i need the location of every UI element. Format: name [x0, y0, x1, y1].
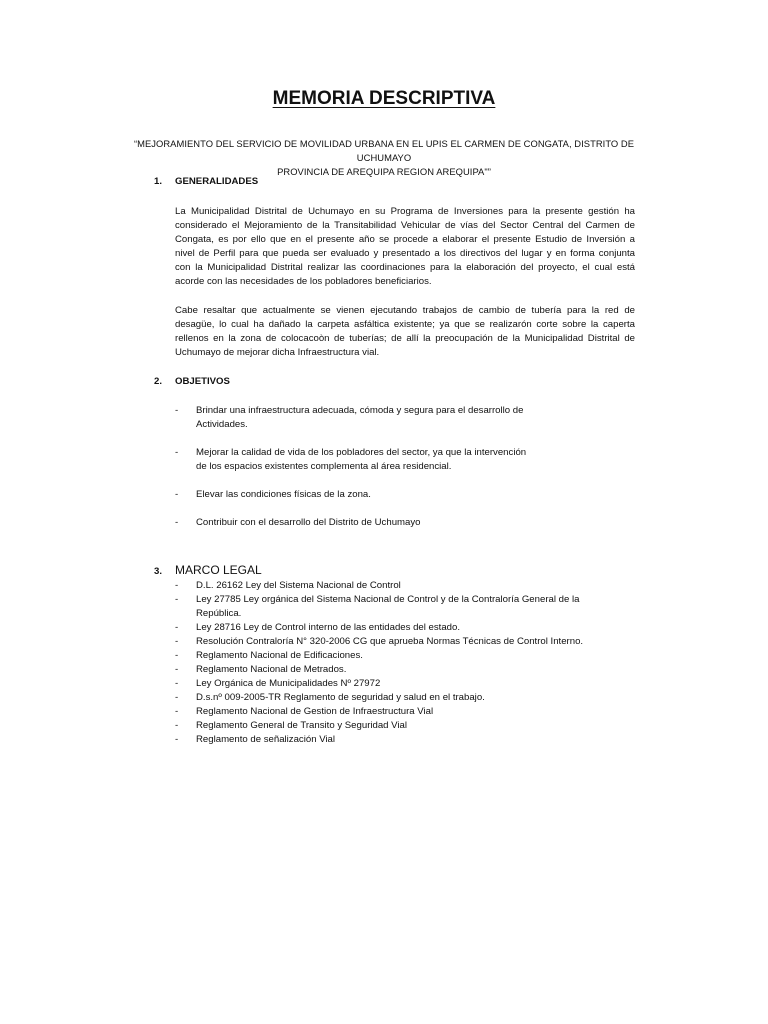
list-item-line: República.: [196, 608, 242, 619]
section-label: GENERALIDADES: [175, 176, 259, 187]
list-item: [175, 446, 526, 474]
paragraph-line: La Municipalidad Distrital de Uchumayo en su Programa de Inversiones para la presente gestión ha: [175, 206, 635, 217]
page-title: MEMORIA DESCRIPTIVA: [272, 88, 496, 109]
bullet-dash: -: [175, 489, 179, 500]
list-item: [175, 691, 583, 705]
list-item-line: Mejorar la calidad de vida de los pobladores del sector, ya que la intervención: [196, 447, 527, 458]
list-item-line: Contribuir con el desarrollo del Distrito de Uchumayo: [196, 517, 421, 528]
section-heading-generalidades: [154, 176, 258, 187]
list-item: [175, 404, 526, 432]
section-heading-marco-legal: [154, 563, 262, 577]
paragraph-line: Cabe resaltar que actualmente se vienen ejecutando trabajos de cambio de tubería para la red de: [175, 305, 635, 316]
objetivos-list: [175, 404, 526, 544]
paragraph-line: Congata, es por ello que en el presente año se procede a elaborar el presente Estudio de Inversión a: [175, 234, 635, 245]
generalidades-paragraph-2: [175, 304, 635, 360]
list-item-line: Reglamento Nacional de Edificaciones.: [196, 650, 363, 661]
bullet-dash: -: [175, 706, 179, 717]
section-number: 1.: [154, 176, 163, 187]
list-item-line: Ley Orgánica de Municipalidades Nº 27972: [196, 678, 381, 689]
list-item-line: Resolución Contraloría N° 320-2006 CG que aprueba Normas Técnicas de Control Interno.: [196, 636, 584, 647]
list-item-line: Ley 28716 Ley de Control interno de las entidades del estado.: [196, 622, 461, 633]
paragraph-line: acorde con las necesidades de los pobladores beneficiarios.: [175, 276, 432, 287]
list-item: [175, 593, 583, 621]
list-item: [175, 705, 583, 719]
subtitle-line-2: PROVINCIA DE AREQUIPA REGION AREQUIPA"”: [277, 166, 491, 177]
bullet-dash: -: [175, 447, 179, 458]
paragraph-line: rellenos en la zona de colocacoòn de tuberías; de allí la preocupación de la Municipalidad Distrital de: [175, 333, 635, 344]
list-item-line: Actividades.: [196, 419, 248, 430]
bullet-dash: -: [175, 580, 179, 591]
bullet-dash: -: [175, 720, 179, 731]
list-item: [175, 733, 583, 747]
list-item: [175, 677, 583, 691]
paragraph-line: Uchumayo de mejorar dicha Infraestructura vial.: [175, 347, 380, 358]
list-item-line: de los espacios existentes complementa al área residencial.: [196, 461, 452, 472]
section-number: 2.: [154, 376, 163, 387]
bullet-dash: -: [175, 405, 179, 416]
list-item: [175, 579, 583, 593]
paragraph-line: desagüe, lo cual ha dañado la carpeta asfáltica existente; ya que se realizarón corte sobre la caperta: [175, 319, 635, 330]
paragraph-line: considerado el Mejoramiento de la Transitabilidad Vehicular de vías del Sector Central del Carmen de: [175, 220, 635, 231]
subtitle-line-1: “MEJORAMIENTO DEL SERVICIO DE MOVILIDAD URBANA EN EL UPIS EL CARMEN DE CONGATA, DISTRITO DE UCHUMAYO: [133, 138, 635, 163]
bullet-dash: -: [175, 678, 179, 689]
bullet-dash: -: [175, 636, 179, 647]
bullet-dash: -: [175, 664, 179, 675]
section-number: 3.: [154, 566, 163, 577]
list-item-line: Brindar una infraestructura adecuada, cómoda y segura para el desarrollo de: [196, 405, 524, 416]
list-item: [175, 516, 526, 530]
bullet-dash: -: [175, 734, 179, 745]
paragraph-line: nivel de Perfil para que pueda ser evaluado y presentado a los directivos del lugar y en forma conjunta: [175, 248, 635, 259]
list-item: [175, 663, 583, 677]
list-item-line: Elevar las condiciones físicas de la zona.: [196, 489, 371, 500]
list-item-line: D.L. 26162 Ley del Sistema Nacional de Control: [196, 580, 401, 591]
list-item-line: Reglamento Nacional de Metrados.: [196, 664, 347, 675]
list-item: [175, 635, 583, 649]
section-label: OBJETIVOS: [175, 376, 230, 387]
list-item-line: Reglamento Nacional de Gestion de Infraestructura Vial: [196, 706, 434, 717]
section-heading-objetivos: [154, 376, 230, 387]
generalidades-paragraph-1: [175, 205, 635, 289]
list-item-line: D.s.nº 009-2005-TR Reglamento de seguridad y salud en el trabajo.: [196, 692, 485, 703]
list-item-line: Ley 27785 Ley orgánica del Sistema Nacional de Control y de la Contraloría General de la: [196, 594, 580, 605]
list-item: [175, 649, 583, 663]
bullet-dash: -: [175, 650, 179, 661]
paragraph-line: con la Municipalidad Distrital realizar las coordinaciones para la elaboración del proyecto, el cual está: [175, 262, 635, 273]
list-item: [175, 621, 583, 635]
list-item: [175, 719, 583, 733]
section-label: MARCO LEGAL: [175, 563, 262, 577]
list-item: [175, 488, 526, 502]
bullet-dash: -: [175, 517, 179, 528]
list-item-line: Reglamento de señalización Vial: [196, 734, 336, 745]
bullet-dash: -: [175, 692, 179, 703]
bullet-dash: -: [175, 594, 179, 605]
list-item-line: Reglamento General de Transito y Seguridad Vial: [196, 720, 408, 731]
marco-legal-list: [175, 579, 583, 747]
bullet-dash: -: [175, 622, 179, 633]
project-subtitle: [110, 137, 658, 179]
